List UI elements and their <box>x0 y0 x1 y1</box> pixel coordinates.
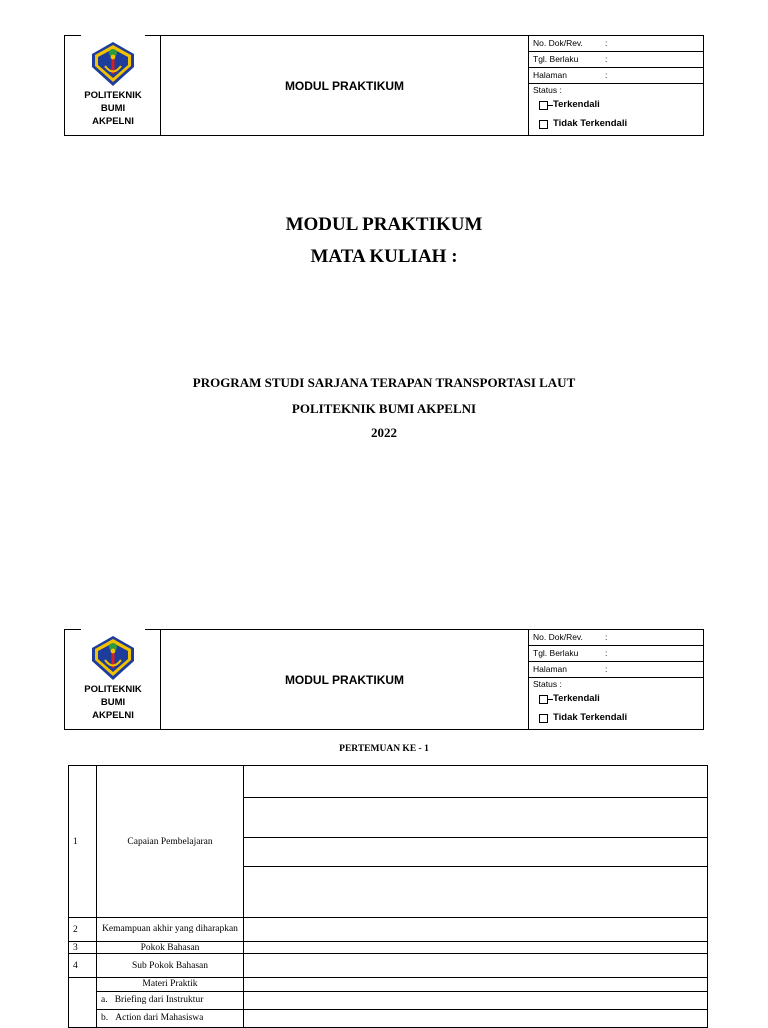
status-section: Status : Terkendali Tidak Terkendali <box>529 678 703 724</box>
table-row <box>69 918 708 942</box>
status-uncontrolled[interactable]: Tidak Terkendali <box>539 712 703 724</box>
doc-number-row: No. Dok/Rev. : <box>529 630 703 646</box>
row-number <box>69 978 97 1028</box>
document-header-page2 <box>64 629 704 730</box>
institution-name: POLITEKNIK BUMI AKPELNI <box>84 684 142 721</box>
document-header <box>64 35 704 136</box>
table-cell <box>244 954 708 978</box>
table-cell <box>244 867 708 918</box>
status-section: Status : Terkendali Tidak Terkendali <box>529 84 703 130</box>
table-row <box>69 954 708 978</box>
checkbox-icon <box>539 695 548 704</box>
row-number: 4 <box>69 954 97 978</box>
effective-date-row: Tgl. Berlaku : <box>529 646 703 662</box>
effective-date-row: Tgl. Berlaku : <box>529 52 703 68</box>
institution-logo <box>89 41 137 87</box>
page-row: Halaman : <box>529 68 703 84</box>
status-controlled[interactable]: Terkendali <box>539 693 703 705</box>
document-info <box>529 630 703 729</box>
page-row: Halaman : <box>529 662 703 678</box>
meeting-table <box>68 765 708 1028</box>
doc-number-row: No. Dok/Rev. : <box>529 36 703 52</box>
table-cell <box>244 992 708 1010</box>
header-title: MODUL PRAKTIKUM <box>161 630 529 729</box>
cover-year: 2022 <box>371 425 397 440</box>
status-uncontrolled[interactable]: Tidak Terkendali <box>539 118 703 130</box>
logo-cell <box>65 36 161 135</box>
table-row <box>69 766 708 798</box>
row-number: 3 <box>69 942 97 954</box>
materi-title: Materi Praktik <box>97 978 244 992</box>
table-cell <box>244 798 708 838</box>
materi-item: b. Action dari Mahasiswa <box>97 1010 244 1028</box>
institution-name: POLITEKNIK BUMI AKPELNI <box>84 90 142 127</box>
table-row <box>69 992 708 1010</box>
table-cell <box>244 942 708 954</box>
header-title: MODUL PRAKTIKUM <box>161 36 529 135</box>
logo-cell <box>65 630 161 729</box>
checkbox-icon <box>539 120 548 129</box>
status-controlled[interactable]: Terkendali <box>539 99 703 111</box>
cover-title-line2: MATA KULIAH : <box>310 246 458 267</box>
row-number: 1 <box>69 766 97 918</box>
cover-institution: POLITEKNIK BUMI AKPELNI <box>291 401 477 416</box>
cover-title-line1: MODUL PRAKTIKUM <box>285 214 483 235</box>
checkbox-icon <box>539 714 548 723</box>
row-label: Pokok Bahasan <box>97 942 244 954</box>
table-row <box>69 978 708 992</box>
row-label: Kemampuan akhir yang diharapkan <box>97 918 244 942</box>
table-cell <box>244 766 708 798</box>
institution-logo <box>89 635 137 681</box>
table-cell <box>244 978 708 992</box>
table-cell <box>244 918 708 942</box>
table-cell <box>244 838 708 867</box>
table-row <box>69 942 708 954</box>
cover-program: PROGRAM STUDI SARJANA TERAPAN TRANSPORTASI LAUT <box>192 375 576 390</box>
table-cell <box>244 1010 708 1028</box>
document-info <box>529 36 703 135</box>
row-number: 2 <box>69 918 97 942</box>
row-label: Capaian Pembelajaran <box>97 766 244 918</box>
row-label: Sub Pokok Bahasan <box>97 954 244 978</box>
meeting-heading: PERTEMUAN KE - 1 <box>339 744 429 754</box>
checkbox-icon <box>539 101 548 110</box>
table-row <box>69 1010 708 1028</box>
materi-item: a. Briefing dari Instruktur <box>97 992 244 1010</box>
